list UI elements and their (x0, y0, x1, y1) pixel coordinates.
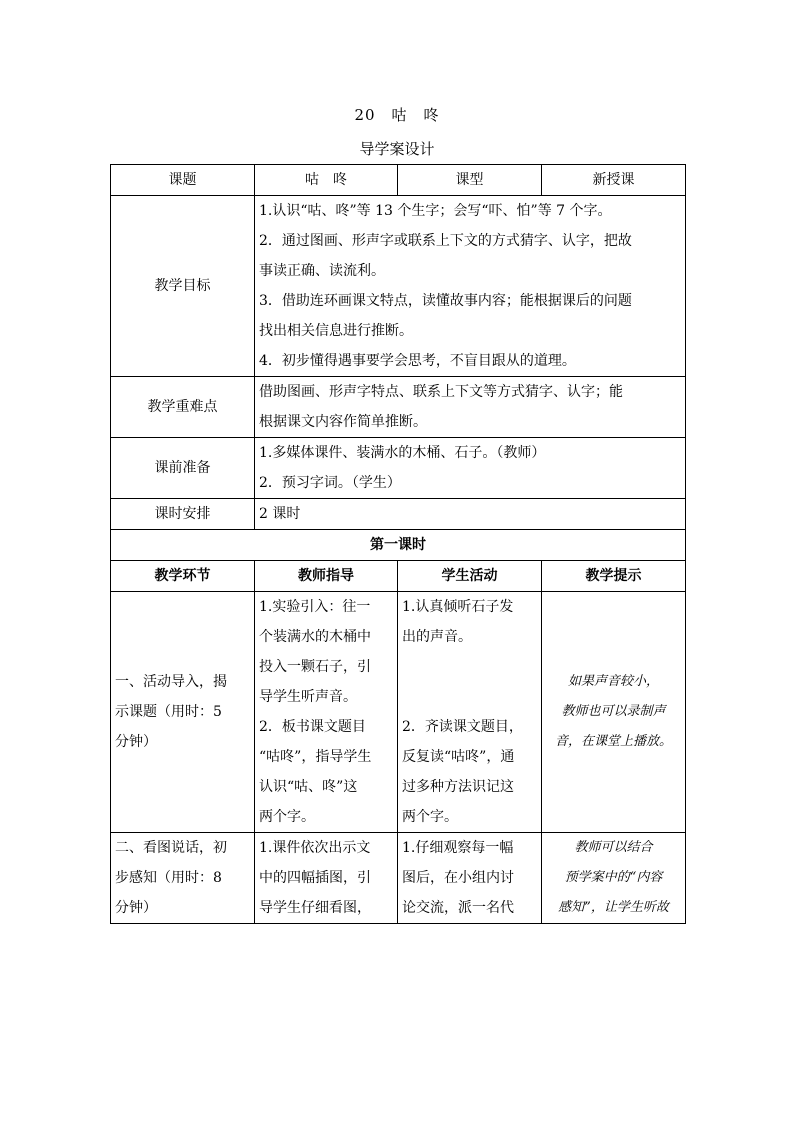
teacher-line: 导学生仔细看图， (259, 900, 371, 916)
schedule-label: 课时安排 (111, 499, 255, 530)
student-cell (398, 833, 542, 924)
prep-label: 课前准备 (111, 438, 255, 499)
schedule-value: 2 课时 (255, 499, 686, 530)
teacher-line: 投入一颗石子，引 (259, 659, 371, 675)
column-header: 教学提示 (542, 561, 686, 592)
prep-content (255, 438, 686, 499)
goal-line: 1.认识“咕、咚”等 13 个生字；会写“吓、怕”等 7 个字。 (259, 203, 612, 219)
hint-line: 感知”，让学生听故 (558, 900, 669, 915)
difficulty-row (111, 377, 686, 438)
student-line: 出的声音。 (402, 629, 472, 645)
page-title: 20 咕 咚 (354, 106, 440, 124)
goals-label: 教学目标 (111, 196, 255, 377)
stage-line: 二、看图说话，初 (115, 840, 227, 856)
student-line: 论交流，派一名代 (402, 900, 514, 916)
stage-cell (111, 592, 255, 833)
type-label: 课型 (398, 165, 542, 196)
student-cell (398, 592, 542, 833)
teacher-cell (255, 592, 398, 833)
teacher-cell (255, 833, 398, 924)
section-row (111, 530, 686, 561)
section-title: 第一课时 (111, 530, 686, 561)
teacher-line: 个装满水的木桶中 (259, 629, 371, 645)
column-header: 教学环节 (111, 561, 255, 592)
prep-row (111, 438, 686, 499)
lesson-plan-table (110, 164, 686, 924)
topic-row (111, 165, 686, 196)
stage-line: 步感知（用时：8 (115, 870, 222, 886)
difficulty-label: 教学重难点 (111, 377, 255, 438)
difficulty-line: 借助图画、形声字特点、联系上下文等方式猜字、认字；能 (259, 384, 623, 400)
goals-content (255, 196, 686, 377)
goal-line: 2．通过图画、形声字或联系上下文的方式猜字、认字，把故 (259, 233, 632, 249)
hint-cell (542, 833, 686, 924)
page-subtitle: 导学案设计 (359, 140, 435, 158)
teacher-line: 两个字。 (259, 809, 315, 825)
student-line: 1.仔细观察每一幅 (402, 840, 514, 856)
topic-value: 咕 咚 (255, 165, 398, 196)
student-line: 2．齐读课文题目， (402, 719, 523, 735)
column-header-row (111, 561, 686, 592)
stage-line: 一、活动导入，揭 (115, 674, 227, 690)
teacher-line: 2．板书课文题目 (259, 719, 366, 735)
schedule-row (111, 499, 686, 530)
stage-line: 分钟） (115, 734, 157, 750)
difficulty-line: 根据课文内容作简单推断。 (259, 414, 427, 430)
teacher-line: “咕咚”，指导学生 (259, 749, 372, 765)
teacher-line: 1.课件依次出示文 (259, 840, 371, 856)
topic-label: 课题 (111, 165, 255, 196)
column-header: 教师指导 (255, 561, 398, 592)
table-row (111, 833, 686, 924)
student-line: 过多种方法识记这 (402, 779, 514, 795)
type-value: 新授课 (542, 165, 686, 196)
stage-line: 分钟） (115, 900, 157, 916)
table-row (111, 592, 686, 833)
goal-line: 事读正确、读流利。 (259, 263, 385, 279)
student-line: 图后，在小组内讨 (402, 870, 514, 886)
goal-line: 找出相关信息进行推断。 (259, 323, 413, 339)
prep-line: 1.多媒体课件、装满水的木桶、石子。（教师） (259, 445, 546, 461)
stage-cell (111, 833, 255, 924)
hint-line: 音，在课堂上播放。 (554, 734, 672, 749)
hint-line: 预学案中的“内容 (564, 870, 663, 885)
column-header: 学生活动 (398, 561, 542, 592)
teacher-line: 中的四幅插图，引 (259, 870, 371, 886)
prep-line: 2．预习字词。（学生） (259, 475, 401, 491)
student-line: 1.认真倾听石子发 (402, 599, 514, 615)
goal-line: 3．借助连环画课文特点，读懂故事内容；能根据课后的问题 (259, 293, 632, 309)
teacher-line: 导学生听声音。 (259, 689, 357, 705)
hint-line: 教师可以结合 (574, 840, 653, 855)
student-line: 反复读“咕咚”，通 (402, 749, 515, 765)
difficulty-content (255, 377, 686, 438)
teacher-line: 认识“咕、咚”这 (259, 779, 358, 795)
goal-line: 4．初步懂得遇事要学会思考，不盲目跟从的道理。 (259, 353, 576, 369)
goals-row (111, 196, 686, 377)
hint-line: 如果声音较小， (567, 674, 659, 689)
teacher-line: 1.实验引入：往一 (259, 599, 371, 615)
hint-cell (542, 592, 686, 833)
hint-line: 教师也可以录制声 (561, 704, 666, 719)
stage-line: 示课题（用时：5 (115, 704, 222, 720)
student-line: 两个字。 (402, 809, 458, 825)
